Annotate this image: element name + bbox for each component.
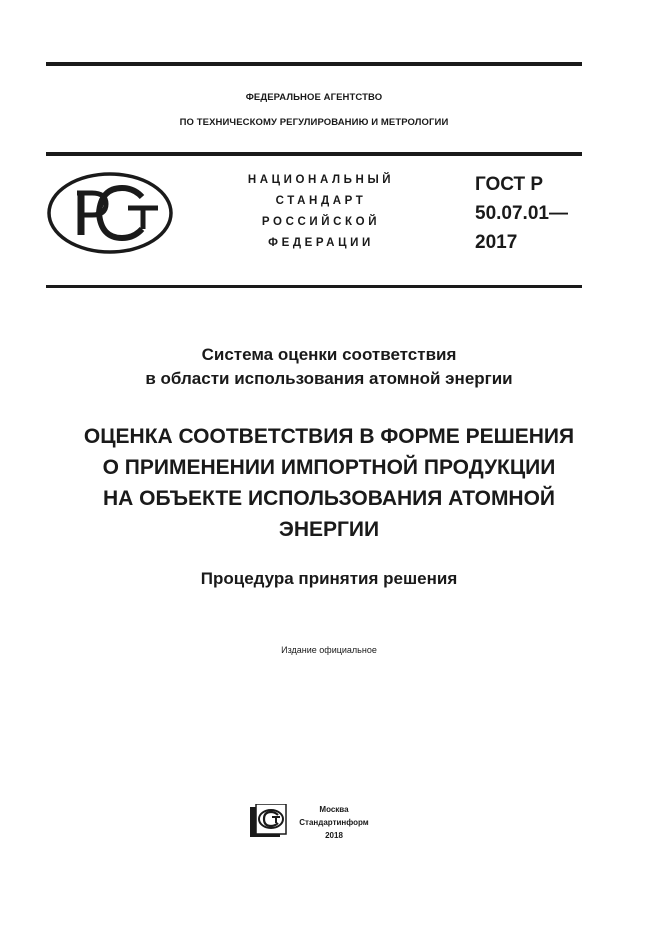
document-subtitle: Процедура принятия решения bbox=[200, 569, 458, 588]
designation-line-2: 50.07.01— bbox=[475, 203, 568, 224]
agency-line-1: ФЕДЕРАЛЬНОЕ АГЕНТСТВО bbox=[245, 92, 383, 103]
document-title bbox=[46, 421, 612, 545]
series-line-2: в области использования атомной энергии bbox=[145, 369, 513, 388]
standard-type-line-2: СТАНДАРТ bbox=[275, 195, 367, 207]
series-line-1: Система оценки соответствия bbox=[201, 345, 457, 364]
publisher-city: Москва bbox=[319, 805, 349, 814]
bottom-rule bbox=[46, 285, 582, 288]
top-rule bbox=[46, 62, 582, 66]
rst-certification-mark-icon bbox=[46, 171, 174, 255]
edition-note: Издание официальное bbox=[281, 645, 377, 655]
standard-type-line-1: НАЦИОНАЛЬНЫЙ bbox=[247, 174, 395, 186]
standard-type-block bbox=[228, 170, 414, 254]
designation-line-3: 2017 bbox=[475, 232, 518, 253]
title-line-1: ОЦЕНКА СООТВЕТСТВИЯ В ФОРМЕ РЕШЕНИЯ bbox=[83, 425, 575, 448]
standartinform-logo-icon bbox=[249, 804, 287, 838]
middle-rule bbox=[46, 152, 582, 156]
title-line-3: НА ОБЪЕКТЕ ИСПОЛЬЗОВАНИЯ АТОМНОЙ bbox=[102, 487, 556, 510]
title-line-2: О ПРИМЕНЕНИИ ИМПОРТНОЙ ПРОДУКЦИИ bbox=[102, 456, 556, 479]
series-title bbox=[46, 343, 612, 391]
title-line-4: ЭНЕРГИИ bbox=[278, 518, 380, 541]
publisher-block bbox=[291, 803, 377, 842]
designation-line-1: ГОСТ Р bbox=[475, 174, 544, 195]
standard-designation bbox=[475, 170, 568, 257]
agency-line-2: ПО ТЕХНИЧЕСКОМУ РЕГУЛИРОВАНИЮ И МЕТРОЛОГИИ bbox=[179, 117, 449, 128]
publisher-year: 2018 bbox=[325, 831, 343, 840]
standard-type-line-3: РОССИЙСКОЙ bbox=[261, 216, 381, 228]
standard-type-line-4: ФЕДЕРАЦИИ bbox=[268, 237, 374, 249]
publisher-name: Стандартинформ bbox=[299, 818, 369, 827]
